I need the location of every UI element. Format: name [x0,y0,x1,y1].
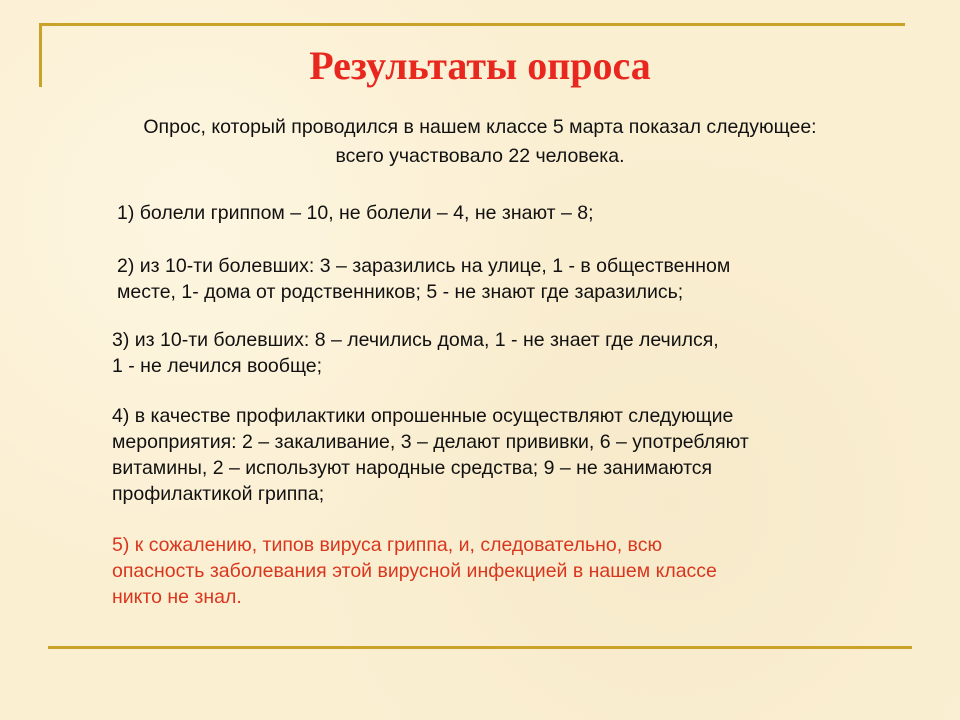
intro-line: Опрос, который проводился в нашем классе 5 марта показал следующее: [143,116,817,138]
item-line: 5) к сожалению, типов вируса гриппа, и, следовательно, всю [112,534,663,556]
survey-item-1 [117,200,594,226]
survey-item-5 [112,532,717,610]
item-line: 1) болели гриппом – 10, не болели – 4, не знают – 8; [117,202,594,224]
item-line: 3) из 10-ти болевших: 8 – лечились дома, 1 - не знает где лечился, [112,329,719,351]
slide-title: Результаты опроса [309,43,651,88]
survey-item-3 [112,327,719,379]
item-line: никто не знал. [112,586,242,608]
survey-item-4 [112,403,749,507]
item-line: мероприятия: 2 – закаливание, 3 – делают прививки, 6 – употребляют [112,431,749,453]
item-line: опасность заболевания этой вирусной инфекцией в нашем классе [112,560,717,582]
survey-item-2 [117,253,730,305]
item-line: 2) из 10-ти болевших: 3 – заразились на улице, 1 - в общественном [117,255,731,277]
intro-line: всего участвовало 22 человека. [335,145,625,167]
item-line: витамины, 2 – используют народные средства; 9 – не занимаются [112,457,713,479]
item-line: месте, 1- дома от родственников; 5 - не знают где заразились; [117,281,684,303]
decorative-frame-top [40,23,905,26]
item-line: 4) в качестве профилактики опрошенные осуществляют следующие [112,405,734,427]
decorative-divider-bottom [48,646,912,649]
item-line: 1 - не лечился вообще; [112,355,323,377]
item-line: профилактикой гриппа; [112,483,325,505]
intro-paragraph [40,113,920,171]
